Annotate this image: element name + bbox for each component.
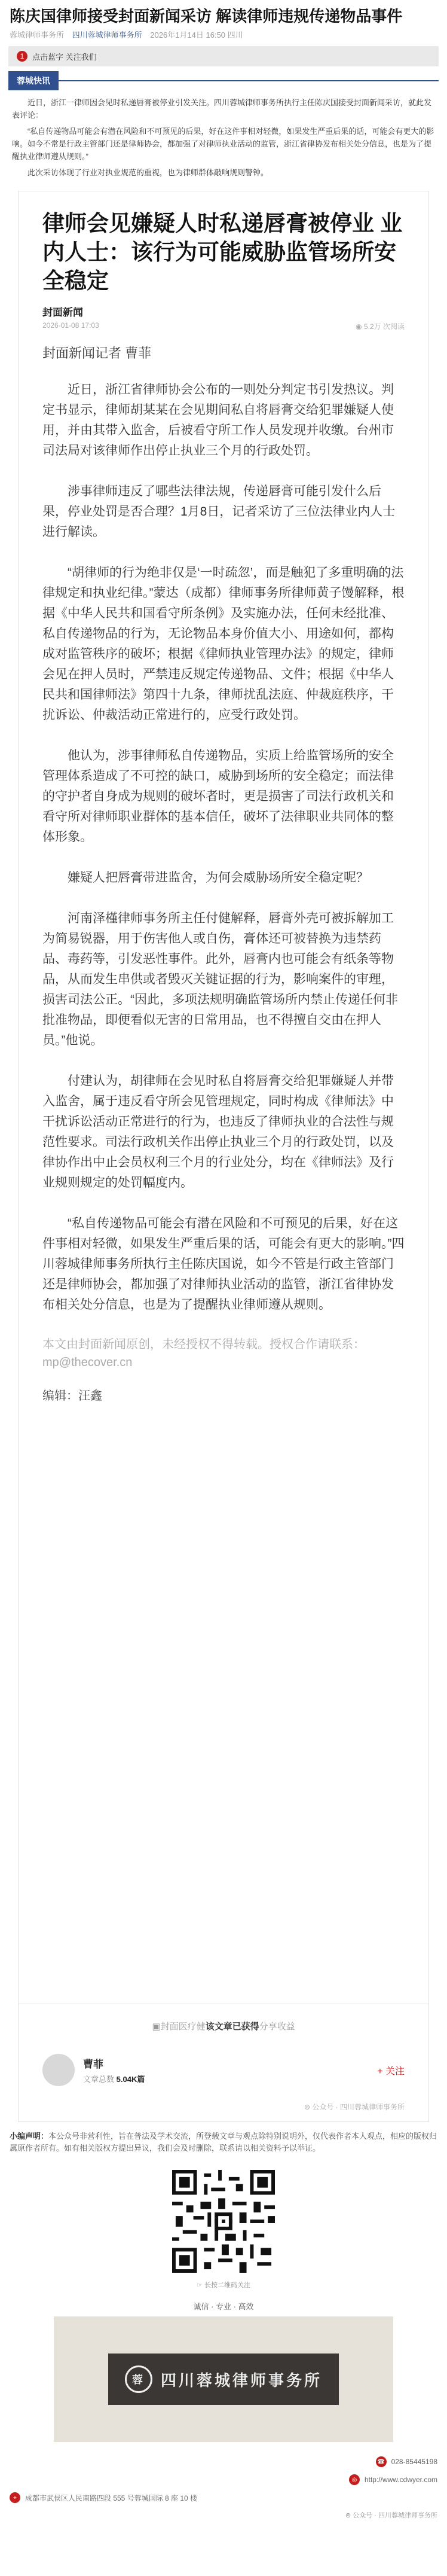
firm-logo [108, 2354, 339, 2405]
author-name[interactable]: 曹菲 [83, 2059, 103, 2070]
firm-logo-mark: 蓉 [125, 2365, 152, 2393]
earnings-tip [42, 2020, 405, 2032]
article-paragraph: 他认为，涉事律师私自传递物品，实质上给监管场所的安全管理体系造成了不可控的缺口，威胁到场所的安全稳定；而法律的守护者自身成为规则的破坏者时，更是损害了司法行政机关和看守所对律师职业群体的基本信任，破坏了法律职业共同体的整体形象。 [42, 749, 394, 844]
author-row [42, 2044, 405, 2096]
article-views [356, 321, 405, 331]
footer-account [10, 2510, 437, 2520]
cover-author-block [18, 2004, 429, 2122]
section-tag: 蓉城快讯 [8, 71, 59, 90]
article-info [42, 321, 405, 331]
footer-text: 公众号 · 四川蓉城律师事务所 [353, 2512, 437, 2519]
article-paragraph: 付建认为，胡律师在会见时私自将唇膏交给犯罪嫌疑人并带入监舍，属于违反看守所会见管理规定，同时构成《律师法》中干扰诉讼活动正常进行的行为，也违反了律师执业的合法性与规范性要求。司法行政机关作出停止执业三个月的行政处罚，以及律协作出中止会员权利三个月的行业处分，均在《律师法》及行业规则规定的处罚幅度内。 [42, 1074, 394, 1190]
qr-caption-text: 长按二维码关注 [204, 2282, 250, 2289]
article-paragraph: 近日，浙江省律师协会公布的一则处分判定书引发热议。判定书显示，律师胡某某在会见期间私自将唇膏交给犯罪嫌疑人使用，并由其带入监舍，后被看守所工作人员发现并收缴。台州市司法局对该律师作出停止执业三个月的行政处罚。 [42, 383, 394, 458]
article-paragraph: 嫌疑人把唇膏带进监舍，为何会威胁场所安全稳定呢？ [68, 871, 369, 885]
qr-code-icon[interactable] [169, 2166, 278, 2276]
meta-account-link[interactable]: 四川蓉城律师事务所 [72, 31, 142, 39]
tip-bold: 该文章已获得 [205, 2022, 259, 2032]
tip-suffix: 分享收益 [259, 2022, 295, 2032]
author-count-value: 5.04K篇 [116, 2075, 145, 2084]
avatar[interactable] [42, 2054, 75, 2086]
article-meta [0, 29, 447, 46]
contact-address [10, 2492, 437, 2503]
editor-statement [10, 2130, 437, 2154]
article-source: 封面新闻 [42, 307, 83, 318]
firm-logo-text: 四川蓉城律师事务所 [160, 2371, 322, 2389]
article-paragraph: “私自传递物品可能会有潜在风险和不可预见的后果，好在这件事相对轻微，如果发生严重后果的话，可能会有更大的影响。”四川蓉城律师事务所执行主任陈庆国说，如今不管是行政主管部门还是律师协会，都加强了对律师执业活动的监管，浙江省律协发布相关处分信息，也是为了提醒执业律师遵从规则。 [42, 1217, 405, 1312]
eye-icon: ◉ [356, 322, 364, 331]
address-text: 成都市武侯区人民南路四段 555 号蓉城国际 8 座 10 楼 [25, 2493, 198, 2502]
banner-icon: 1 [17, 51, 27, 62]
qr-caption [197, 2280, 250, 2290]
qr-section [0, 2166, 447, 2290]
article-body [42, 380, 405, 1315]
meta-time: 2026年1月14日 16:50 四川 [150, 31, 243, 39]
article-reporter: 封面新闻记者 曹菲 [42, 346, 152, 361]
contact-phone[interactable] [10, 2456, 437, 2467]
wechat-icon: ⊚ [304, 2103, 313, 2111]
news-section [8, 71, 439, 186]
cover-logo-icon: ▣ [152, 2021, 161, 2032]
intro-paragraph: “私自传递物品可能会有潜在风险和不可预见的后果，好在这件事相对轻微，如果发生严重后果的话，可能会有更大的影响。如今不常是行政主管部门还是律师协会，都加强了对律师执业活动的监管，浙江省律协发布相关处分信息，也是为了提醒执业律师遵从规则。” [12, 127, 434, 161]
article-paragraph: “胡律师的行为绝非仅是‘一时疏忽’，而是触犯了多重明确的法律规定和执业纪律。”蒙达（成都）律师事务所律师黄子馒解释，根据《中华人民共和国看守所条例》及实施办法，任何未经批准、私自传递物品的行为，无论物品本身价值大小、用途如何，都构成对监管秩序的破坏；根据《律师执业管理办法》的规定，律师会见在押人员时，严禁违反规定传递物品、文件；根据《中华人民共和国律师法》第四十九条，律师扰乱法庭、仲裁庭秩序，干扰诉讼、仲裁活动正常进行的，应受行政处罚。 [42, 566, 405, 722]
tip-prefix: 封面医疗健 [160, 2022, 206, 2032]
wechat-icon: ⊚ [345, 2512, 353, 2519]
banner-text: 点击蓝字 关注我们 [32, 52, 97, 62]
statement-label: 小编声明： [10, 2132, 49, 2141]
intro-paragraph: 近日，浙江一律师因会见时私递唇膏被停业引发关注。四川蓉城律师事务所执行主任陈庆国接受封面新闻采访，就此发表评论： [12, 98, 432, 120]
firm-logo-photo [54, 2316, 393, 2442]
statement-text: 本公众号非营利性，旨在普法及学术交流，所登载文章与观点除特别说明外，仅代表作者本人观点，相应的版权归属原作者所有。如有相关版权方提出异议，我们会及时删除，联系请以相关资料予以举证。 [10, 2132, 437, 2153]
account-credit [42, 2096, 405, 2115]
globe-icon: ◎ [349, 2474, 360, 2485]
follow-banner[interactable] [8, 46, 439, 66]
author-count-label: 文章总数 [83, 2075, 115, 2084]
article-paragraph: 涉事律师违反了哪些法律法规，传递唇膏可能引发什么后果，停业处罚是否合理？1月8日，记者采访了三位法律业内人士进行解读。 [42, 484, 396, 539]
contact-website[interactable] [10, 2474, 437, 2485]
article-time: 2026-01-08 17:03 [42, 321, 99, 330]
slogan: 诚信 · 专业 · 高效 [193, 2302, 254, 2311]
section-header [8, 71, 439, 90]
section-divider [59, 80, 439, 81]
contact-info [10, 2456, 437, 2503]
account-credit-text: 公众号 · 四川蓉城律师事务所 [312, 2103, 405, 2111]
meta-source: 蓉城律师事务所 [10, 31, 65, 39]
phone-text: 028-85445198 [391, 2458, 437, 2466]
phone-icon: ☎ [376, 2456, 387, 2467]
editor-credit: 编辑：汪鑫 [42, 1389, 102, 1403]
article-card [18, 191, 429, 2004]
article-title: 律师会见嫌疑人时私递唇膏被停业 业内人士：该行为可能威胁监管场所安全稳定 [42, 211, 403, 293]
author-article-count [83, 2073, 145, 2084]
article-paragraph: 河南泽槿律师事务所主任付健解释，唇膏外壳可被拆解加工为简易锐器，用于伤害他人或自伤，膏体还可被替换为违禁药品、毒药等，引发恶性事件。此外，唇膏内也可能会有纸条等物品，从而发生串供或者毁灭关键证据的行为，影响案件的审理，损害司法公正。“因此，多项法规明确监管场所内禁止传递任何非批准物品，即便看似无害的日常用品，也不得擅自交由在押人员。”他说。 [42, 911, 398, 1047]
location-icon: ⌖ [10, 2492, 20, 2503]
website-text: http://www.cdwyer.com [364, 2476, 437, 2484]
section-intro [8, 90, 439, 186]
follow-button[interactable]: + 关注 [377, 2066, 405, 2077]
intro-paragraph: 此次采访体现了行业对执业规范的重视，也为律师群体敲响规则警钟。 [27, 168, 269, 177]
page-title: 陈庆国律师接受封面新闻采访 解读律师违规传递物品事件 [10, 7, 403, 25]
hand-icon: ☞ [197, 2282, 204, 2289]
view-count: 5.2万 次阅读 [363, 322, 405, 331]
copyright-notice: 本文由封面新闻原创，未经授权不得转载。授权合作请联系：mp@thecover.cn [42, 1338, 365, 1369]
